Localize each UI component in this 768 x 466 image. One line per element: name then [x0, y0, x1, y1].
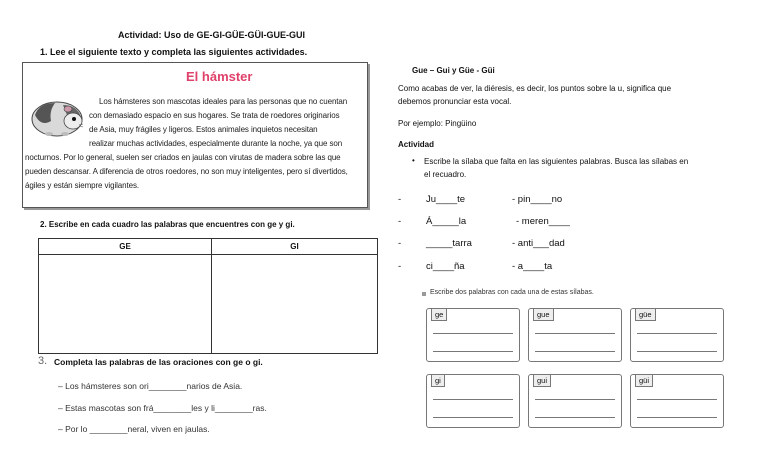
reading-title: El hámster	[186, 69, 253, 84]
rule-heading: Gue – Gui y Güe - Güi	[412, 66, 495, 75]
activity-title: Actividad: Uso de GE-GI-GÜE-GÜI-GUE-GUI	[118, 30, 306, 40]
question-1-instruction: 1. Lee el siguiente texto y completa las siguientes actividades.	[40, 47, 308, 57]
table-header-gi: GI	[212, 239, 377, 255]
writing-line	[637, 399, 717, 400]
writing-line	[433, 351, 513, 352]
word-blank: - pin____no	[512, 194, 563, 205]
writing-line	[637, 351, 717, 352]
activity-label: Actividad	[398, 140, 435, 149]
word-blank: - a____ta	[512, 261, 553, 272]
word-blank: Á_____la	[426, 216, 467, 227]
activity-instruction-line: el recuadro.	[424, 170, 467, 179]
reading-line: con demasiado espacio en sus hogares. Se trata de roedores originarios	[89, 111, 340, 120]
syllable-box-gui	[528, 374, 622, 428]
table-header-ge: GE	[39, 239, 212, 255]
word-row-dash: -	[398, 238, 402, 249]
bullet-icon: •	[412, 156, 415, 165]
word-blank: Ju____te	[426, 194, 466, 205]
writing-line	[535, 417, 615, 418]
syllable-tag: güe	[635, 308, 656, 321]
table-divider	[211, 239, 212, 353]
writing-line	[433, 417, 513, 418]
syllable-tag: gui	[533, 374, 551, 387]
hamster-illustration	[27, 93, 85, 139]
rule-explanation-line: debemos pronunciar esta vocal.	[398, 97, 512, 106]
writing-line	[433, 333, 513, 334]
word-row-dash: -	[398, 194, 402, 205]
writing-line	[535, 399, 615, 400]
syllable-box-gi	[426, 374, 520, 428]
syllable-tag: gi	[431, 374, 445, 387]
activity-instruction-line: Escribe la sílaba que falta en las siguientes palabras. Busca las sílabas en	[424, 157, 689, 166]
reading-line: ágiles y están siempre vigilantes.	[25, 181, 139, 190]
syllable-tag: ge	[431, 308, 447, 321]
sentence-item: – Por lo ________neral, viven en jaulas.	[58, 424, 210, 434]
reading-line: nocturnos. Por lo general, suelen ser criados en jaulas con virutas de madera sobre las que	[25, 153, 341, 162]
syllable-tag: güi	[635, 374, 653, 387]
word-blank: - anti___dad	[512, 238, 565, 249]
reading-line: realizar muchas actividades, especialmente durante la noche, ya que son	[89, 139, 343, 148]
question-2-instruction: 2. Escribe en cada cuadro las palabras que encuentres con ge y gi.	[40, 220, 295, 229]
syllable-box-guei	[630, 374, 724, 428]
reading-box	[22, 62, 368, 208]
syllable-box-ge	[426, 308, 520, 362]
reading-line: de Asia, muy frágiles y ligeros. Estos animales inquietos necesitan	[89, 125, 318, 134]
ge-gi-table	[38, 238, 378, 354]
syllable-tag: gue	[533, 308, 554, 321]
word-blank: ci____ña	[426, 261, 465, 272]
writing-line	[637, 333, 717, 334]
question-3-instruction: Completa las palabras de las oraciones con ge o gi.	[54, 357, 263, 367]
reading-line: pueden descansar. A diferencia de otros roedores, no son muy inteligentes, pero sí divertidos,	[25, 167, 348, 176]
square-bullet-icon	[422, 292, 426, 296]
question-3-number: 3.	[38, 355, 48, 367]
word-blank: - meren____	[516, 216, 570, 227]
writing-line	[535, 351, 615, 352]
syllable-instruction: Escribe dos palabras con cada una de estas sílabas.	[430, 289, 594, 296]
syllable-box-gue	[528, 308, 622, 362]
writing-line	[637, 417, 717, 418]
rule-explanation-line: Como acabas de ver, la diéresis, es decir, los puntos sobre la u, significa que	[398, 84, 672, 93]
writing-line	[433, 399, 513, 400]
sentence-item: – Estas mascotas son frá________les y li________ras.	[58, 403, 267, 413]
reading-line: Los hámsteres son mascotas ideales para las personas que no cuentan	[99, 97, 348, 106]
example-text: Por ejemplo: Pingüino	[398, 119, 477, 128]
word-row-dash: -	[398, 261, 402, 272]
word-row-dash: -	[398, 216, 402, 227]
sentence-item: – Los hámsteres son ori________narios de Asia.	[58, 381, 243, 391]
writing-line	[535, 333, 615, 334]
word-blank: _____tarra	[426, 238, 472, 249]
syllable-box-guee	[630, 308, 724, 362]
